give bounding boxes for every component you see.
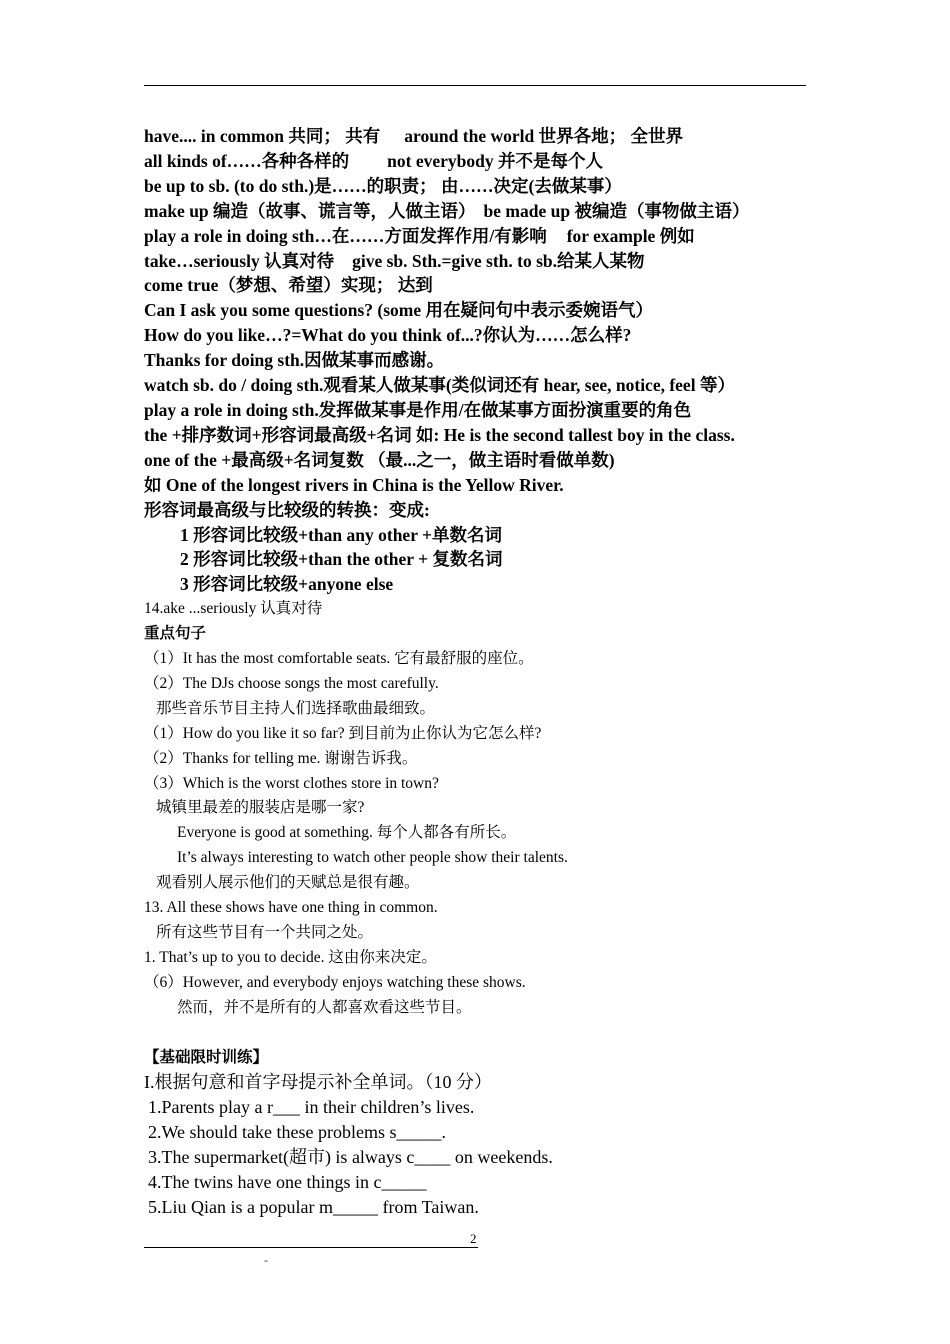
exercise-item: 2.We should take these problems s_____.	[148, 1122, 447, 1143]
note-line: 14.ake ...seriously 认真对待	[144, 600, 323, 618]
sentence-translation: 然而，并不是所有的人都喜欢看这些节目。	[177, 998, 472, 1016]
sentence: （2）The DJs choose songs the most carefully.	[144, 674, 439, 692]
sentence-translation: 城镇里最差的服装店是哪一家?	[156, 799, 365, 817]
phrase-line	[144, 224, 824, 249]
phrase-line: be up to sb. (to do sth.)是……的职责； 由……决定(去做某事）	[144, 175, 622, 196]
sentence: （3）Which is the worst clothes store in town?	[144, 774, 439, 792]
footer-rule	[144, 1247, 478, 1248]
phrase-line: the +排序数词+形容词最高级+名词 如: He is the second tallest boy in the class.	[144, 424, 735, 445]
phrase-text: give sb. Sth.=give sth. to sb.给某人某物	[352, 250, 645, 271]
conversion-rule: 1 形容词比较级+than any other +单数名词	[180, 524, 502, 545]
sentence-translation: 所有这些节目有一个共同之处。	[156, 924, 374, 941]
phrase-line: one of the +最高级+名词复数 （最...之一，做主语时看做单数)	[144, 449, 615, 470]
footer-dash: -	[264, 1253, 268, 1267]
phrase-text: play a role in doing sth…在……方面发挥作用/有影响	[144, 225, 547, 246]
sentence: Everyone is good at something. 每个人都各有所长。	[177, 824, 517, 842]
sentence-translation: 观看别人展示他们的天赋总是很有趣。	[156, 874, 420, 892]
phrase-text: take…seriously 认真对待	[144, 250, 335, 271]
sentence: （1）It has the most comfortable seats. 它有最舒服的座位。	[144, 650, 534, 668]
phrase-text: be made up 被编造（事物做主语）	[483, 200, 750, 221]
header-rule	[144, 85, 806, 86]
sentence: 13. All these shows have one thing in common.	[144, 899, 438, 917]
sentence: （2）Thanks for telling me. 谢谢告诉我。	[144, 749, 418, 767]
phrase-text: all kinds of……各种各样的	[144, 150, 350, 171]
exercise-item: 4.The twins have one things in c_____	[148, 1172, 427, 1193]
phrase-line: Thanks for doing sth.因做某事而感谢。	[144, 350, 445, 371]
page-content	[144, 124, 824, 1220]
phrase-text: not everybody 并不是每个人	[387, 150, 603, 171]
sentence: 1. That’s up to you to decide. 这由你来决定。	[144, 948, 437, 966]
page-number: 2	[470, 1231, 477, 1246]
sentence: It’s always interesting to watch other people show their talents.	[177, 849, 568, 867]
exercise-heading: 【基础限时训练】	[144, 1048, 269, 1066]
phrase-line	[144, 124, 824, 149]
phrase-line	[144, 199, 824, 224]
phrase-line: How do you like…?=What do you think of...?你认为……怎么样?	[144, 325, 632, 346]
exercise-item: 1.Parents play a r___ in their children’s lives.	[148, 1097, 475, 1118]
exercise-item: 3.The supermarket(超市) is always c____ on weekends.	[148, 1147, 553, 1168]
phrase-line: watch sb. do / doing sth.观看某人做某事(类似词还有 hear, see, notice, feel 等）	[144, 375, 735, 396]
conversion-rule: 3 形容词比较级+anyone else	[180, 574, 394, 595]
phrase-text: have.... in common 共同； 共有	[144, 126, 381, 146]
phrase-line	[144, 149, 824, 174]
sentence: （6）However, and everybody enjoys watching these shows.	[144, 973, 526, 991]
phrase-line: 如 One of the longest rivers in China is the Yellow River.	[144, 474, 564, 495]
phrase-text: make up 编造（故事、谎言等，人做主语）	[144, 200, 476, 221]
exercise-instruction: I.根据句意和首字母提示补全单词。（10 分）	[144, 1072, 492, 1093]
conversion-rule: 2 形容词比较级+than the other + 复数名词	[180, 549, 503, 570]
phrase-text: for example 例如	[566, 225, 695, 246]
phrase-text: around the world 世界各地； 全世界	[404, 126, 683, 146]
sentence: （1）How do you like it so far? 到目前为止你认为它怎么样?	[144, 724, 542, 742]
exercise-item: 5.Liu Qian is a popular m_____ from Taiwan.	[148, 1196, 479, 1217]
phrase-line: Can I ask you some questions? (some 用在疑问句中表示委婉语气）	[144, 300, 653, 321]
phrase-line: 形容词最高级与比较级的转换：变成:	[144, 499, 430, 520]
sentence-translation: 那些音乐节目主持人们选择歌曲最细致。	[156, 699, 436, 717]
phrase-line	[144, 249, 824, 274]
phrase-line: come true（梦想、希望）实现； 达到	[144, 275, 433, 296]
phrase-line: play a role in doing sth.发挥做某事是作用/在做某事方面扮演重要的角色	[144, 399, 692, 420]
section-heading: 重点句子	[144, 625, 207, 643]
